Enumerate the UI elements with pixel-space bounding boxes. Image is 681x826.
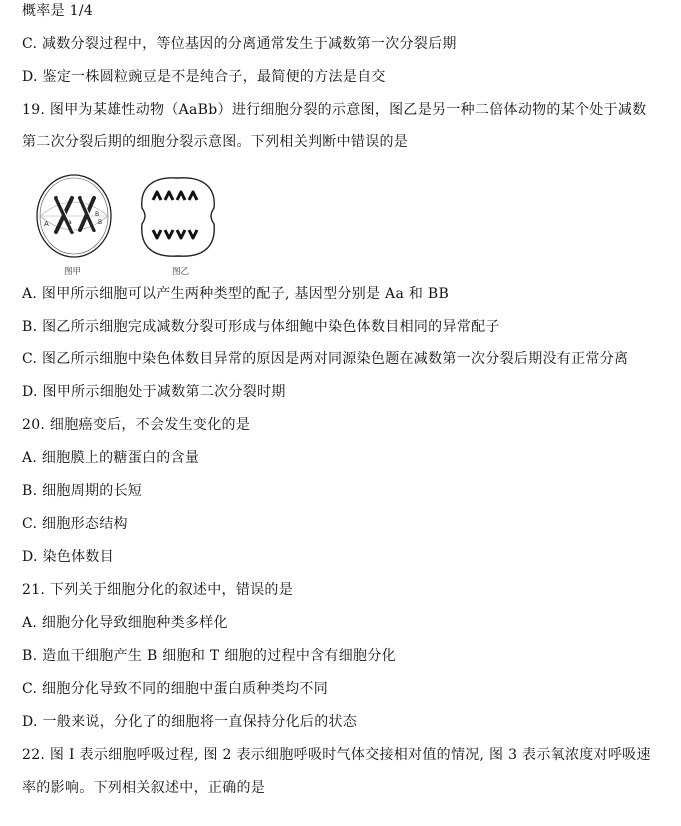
question-19-line1: 19. 图甲为某雄性动物（AaBb）进行细胞分裂的示意图，图乙是另一种二倍体动物的某个处于减数 [22,102,647,118]
figure-svg [28,168,238,280]
option-line: D. 染色体数目 [22,549,115,565]
text-line: D. 鉴定一株圆粒豌豆是不是纯合子，最简便的方法是自交 [22,69,386,85]
option-line: B. 造血干细胞产生 B 细胞和 T 细胞的过程中含有细胞分化 [22,648,396,664]
option-line: A. 图甲所示细胞可以产生两种类型的配子, 基因型分别是 Aa 和 BB [22,286,450,302]
option-line: A. 细胞膜上的糖蛋白的含量 [22,450,200,466]
figure-jia-cell [37,175,111,257]
option-line: C. 图乙所示细胞中染色体数目异常的原因是两对同源染色题在减数第一次分裂后期没有正常分离 [22,351,629,367]
question-19-line2: 第二次分裂后期的细胞分裂示意图。下列相关判断中错误的是 [22,134,409,150]
gene-label: B [95,211,100,218]
option-line: C. 细胞分化导致不同的细胞中蛋白质种类均不同 [22,681,329,697]
gene-label: B [98,219,103,226]
figure-yi-label: 图乙 [172,267,189,277]
gene-label: A [44,220,49,228]
gene-label: a [68,219,72,226]
option-line: B. 图乙所示细胞完成减数分裂可形成与体细鲍中染色体数目相同的异常配子 [22,319,500,335]
question-22-line1: 22. 图 I 表示细胞呼吸过程, 图 2 表示细胞呼吸时气体交接相对值的情况, 图 3 表示氧浓度对呼吸速 [22,747,651,763]
option-line: C. 细胞形态结构 [22,516,128,532]
text-line: C. 减数分裂过程中，等位基因的分离通常发生于减数第一次分裂后期 [22,36,457,52]
question-22-line2: 率的影响。下列相关叙述中，正确的是 [22,780,266,796]
option-line: B. 细胞周期的长短 [22,483,143,499]
text-line: 概率是 1/4 [22,3,94,19]
cell-division-figures [28,168,238,280]
option-line: D. 图甲所示细胞处于减数第二次分裂时期 [22,384,286,400]
option-line: D. 一般来说，分化了的细胞将一直保持分化后的状态 [22,714,358,730]
question-20: 20. 细胞癌变后，不会发生变化的是 [22,417,251,433]
question-21: 21. 下列关于细胞分化的叙述中，错误的是 [22,582,294,598]
option-line: A. 细胞分化导致细胞种类多样化 [22,615,228,631]
figure-yi-cell [142,178,214,256]
figure-jia-label: 图甲 [64,267,81,277]
